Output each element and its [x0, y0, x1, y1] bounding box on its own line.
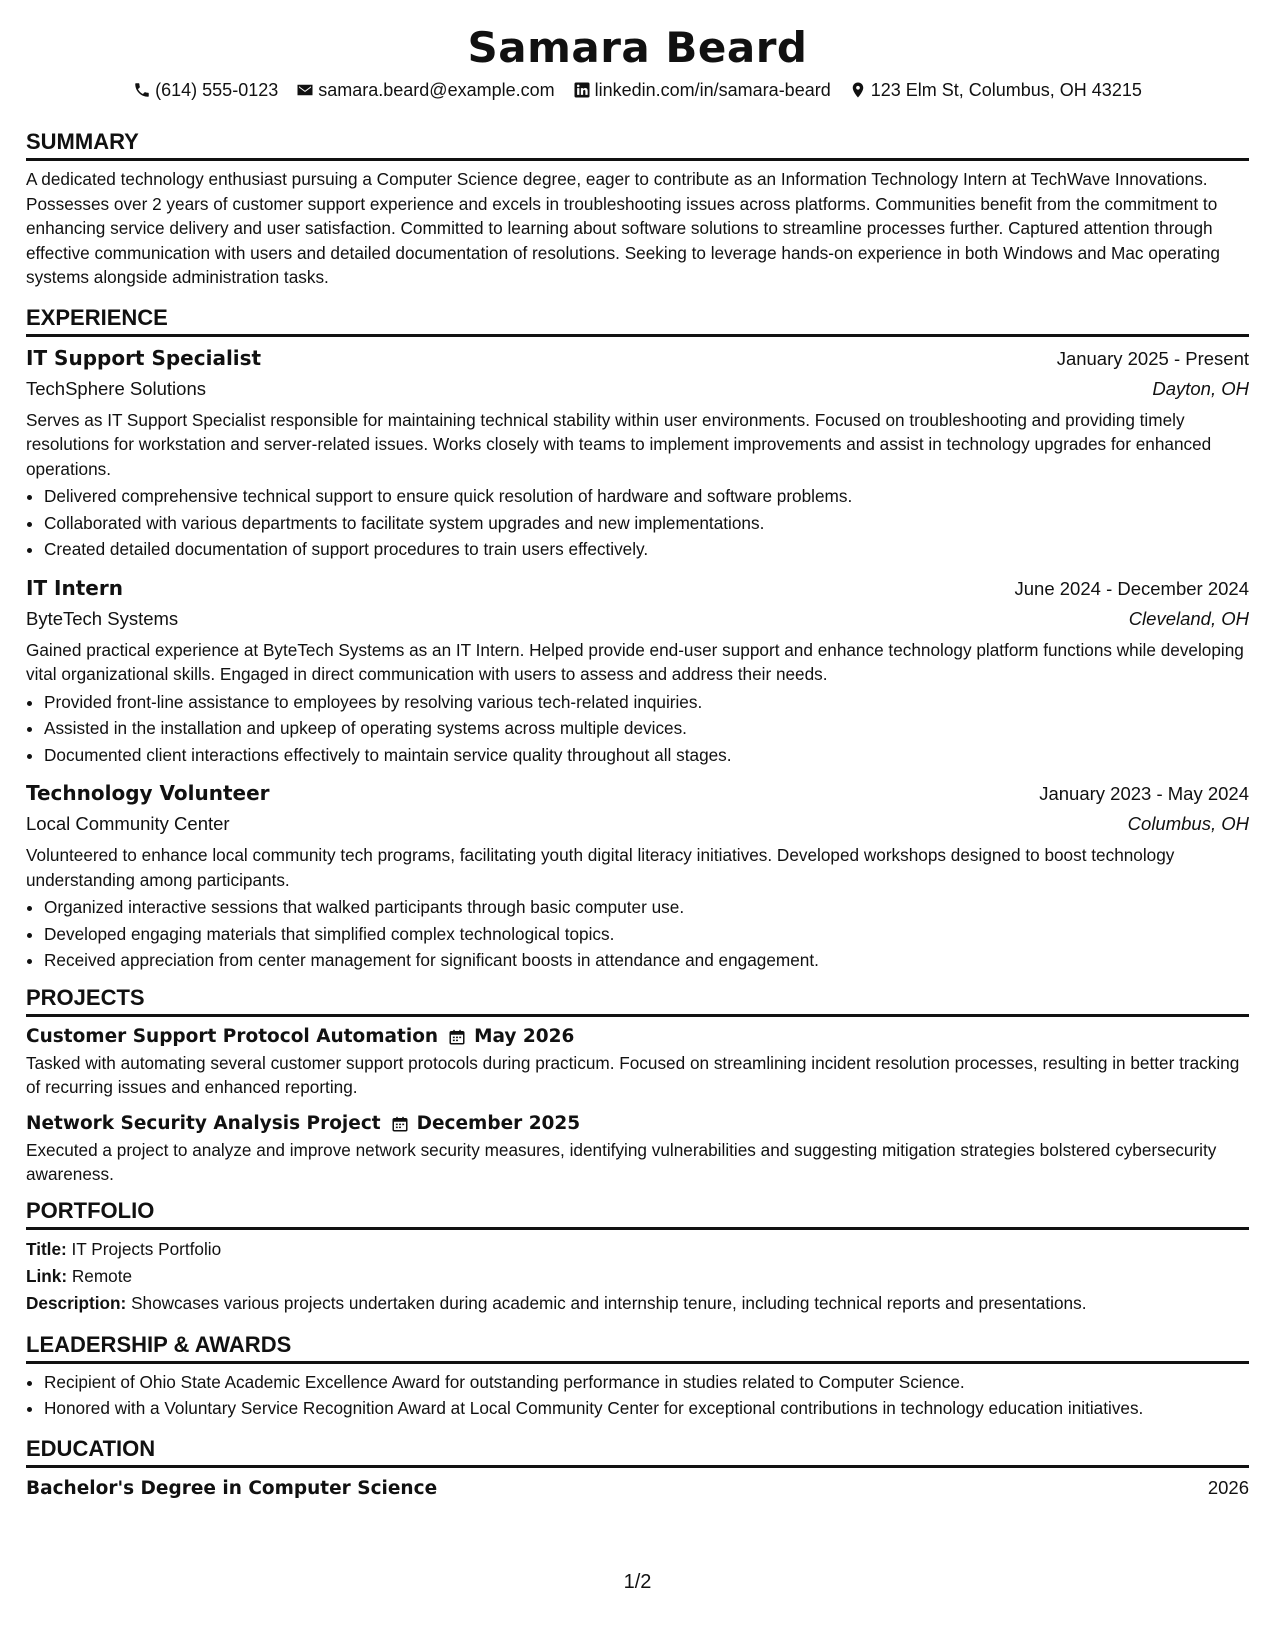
list-item: • Provided front-line assistance to employees by resolving various tech-related inquiries.: [44, 689, 1249, 716]
project-description: Tasked with automating several customer support protocols during practicum. Focused on streamlining incident resolution processes, resulting in better tracking of recurring issues and enhanced reporting.: [26, 1052, 1240, 1097]
project-name: Customer Support Protocol Automation: [26, 1025, 439, 1047]
phone-text: (614) 555-0123: [155, 80, 279, 100]
contact-address: [849, 78, 1142, 102]
list-item: • Recipient of Ohio State Academic Excellence Award for outstanding performance in studies related to Computer Science.: [44, 1370, 1249, 1395]
section-title-projects: PROJECTS: [26, 984, 1249, 1017]
job-entry: [26, 343, 1249, 563]
education-section: [26, 1435, 1249, 1503]
list-item: • Collaborated with various departments to facilitate system upgrades and new implementations.: [44, 510, 1249, 537]
job-bullets: [26, 894, 1249, 974]
job-description: Serves as IT Support Specialist responsible for maintaining technical stability within user environments. Focused on troubleshooting and providing timely resolutions for workstation and server-related issues. Works closely with teams to implement improvements and assist in technology upgrades for enhanced operations.: [26, 409, 1212, 479]
resume-page: [26, 22, 1249, 1503]
education-entry: [26, 1474, 1249, 1503]
job-dates: January 2023 - May 2024: [1039, 783, 1249, 804]
job-entry: [26, 573, 1249, 769]
list-item: • Received appreciation from center management for significant boosts in attendance and engagement.: [44, 947, 1249, 974]
linkedin-icon: [573, 81, 591, 99]
section-title-summary: SUMMARY: [26, 128, 1249, 161]
job-company: Local Community Center: [26, 813, 230, 834]
portfolio-title-line: [26, 1236, 1249, 1263]
envelope-icon: [296, 81, 314, 99]
portfolio-link-line: [26, 1263, 1249, 1290]
section-title-education: EDUCATION: [26, 1435, 1249, 1468]
education-degree: Bachelor's Degree in Computer Science: [26, 1477, 438, 1499]
candidate-name: Samara Beard: [467, 23, 808, 72]
linkedin-text[interactable]: linkedin.com/in/samara-beard: [594, 80, 831, 100]
job-dates: January 2025 - Present: [1056, 347, 1249, 369]
leadership-bullets: [26, 1370, 1249, 1421]
summary-text: A dedicated technology enthusiast pursuing a Computer Science degree, eager to contribute as an Information Technology Intern at TechWave Innovations. Possesses over 2 years of customer support experience and excels in troubleshooting issues across platforms. Communities benefit from the commitment to enhancing service delivery and user satisfaction. Committed to learning about software solutions to streamline processes further. Captured attention through effective communication with users and detailed documentation of resolutions. Seeking to leverage hands-on experience in both Windows and Mac operating systems alongside administration tasks.: [26, 169, 1220, 287]
project-description: Executed a project to analyze and improve network security measures, identifying vulnerabilities and suggesting mitigation strategies bolstered cybersecurity awareness.: [26, 1139, 1217, 1184]
summary-section: [26, 128, 1249, 290]
project-name: Network Security Analysis Project: [26, 1112, 381, 1134]
list-item: • Developed engaging materials that simplified complex technological topics.: [44, 921, 1249, 948]
job-description: Gained practical experience at ByteTech Systems as an IT Intern. Helped provide end-user support and enhance technology platform functions while developing vital organizational skills. Engaged in direct communication with users to assess and address their needs.: [26, 639, 1244, 684]
portfolio-description-line: [26, 1290, 1249, 1317]
contact-email[interactable]: [296, 78, 554, 102]
project-entry: [26, 1110, 1249, 1187]
job-company: ByteTech Systems: [26, 607, 179, 629]
experience-section: [26, 304, 1249, 974]
section-title-leadership: LEADERSHIP & AWARDS: [26, 1331, 1249, 1364]
project-entry: [26, 1023, 1249, 1100]
section-title-experience: EXPERIENCE: [26, 304, 1249, 337]
contact-linkedin[interactable]: [573, 78, 831, 102]
list-item: • Created detailed documentation of support procedures to train users effectively.: [44, 536, 1249, 563]
job-location: Cleveland, OH: [1128, 607, 1249, 629]
calendar-icon: [448, 1028, 466, 1046]
portfolio-title-label: Title:: [26, 1238, 67, 1259]
job-company: TechSphere Solutions: [26, 377, 206, 399]
list-item: • Assisted in the installation and upkeep of operating systems across multiple devices.: [44, 715, 1249, 742]
job-location: Dayton, OH: [1152, 377, 1249, 399]
list-item: • Delivered comprehensive technical support to ensure quick resolution of hardware and software problems.: [44, 483, 1249, 510]
list-item: • Organized interactive sessions that walked participants through basic computer use.: [44, 894, 1249, 921]
portfolio-link-value[interactable]: Remote: [71, 1265, 133, 1286]
calendar-icon: [391, 1115, 409, 1133]
section-title-portfolio: PORTFOLIO: [26, 1197, 1249, 1230]
phone-icon: [133, 81, 151, 99]
portfolio-description-label: Description:: [26, 1292, 127, 1313]
leadership-section: [26, 1331, 1249, 1421]
project-date: May 2026: [474, 1025, 575, 1047]
job-description: Volunteered to enhance local community tech programs, facilitating youth digital literacy initiatives. Developed workshops designed to boost technology understanding among participants.: [26, 845, 1175, 890]
page-number: 1/2: [623, 1571, 652, 1593]
job-bullets: [26, 689, 1249, 769]
address-text: 123 Elm St, Columbus, OH 43215: [870, 80, 1142, 100]
job-title: IT Intern: [26, 575, 123, 600]
job-location: Columbus, OH: [1127, 813, 1249, 834]
portfolio-description-value: Showcases various projects undertaken during academic and internship tenure, including technical reports and presentations.: [131, 1292, 1087, 1313]
contact-bar: [26, 78, 1249, 102]
projects-section: [26, 984, 1249, 1187]
job-title: IT Support Specialist: [26, 345, 262, 370]
education-year: 2026: [1207, 1476, 1249, 1498]
portfolio-title-value: IT Projects Portfolio: [71, 1238, 222, 1259]
portfolio-link-label: Link:: [26, 1265, 68, 1286]
job-entry: [26, 778, 1249, 974]
email-text[interactable]: samara.beard@example.com: [318, 80, 555, 100]
map-pin-icon: [849, 81, 867, 99]
job-bullets: [26, 483, 1249, 563]
job-title: Technology Volunteer: [26, 781, 270, 805]
list-item: • Honored with a Voluntary Service Recognition Award at Local Community Center for exceptional contributions in technology education initiatives.: [44, 1396, 1249, 1421]
list-item: • Documented client interactions effectively to maintain service quality throughout all stages.: [44, 742, 1249, 769]
portfolio-section: [26, 1197, 1249, 1317]
contact-phone: [133, 78, 278, 102]
job-dates: June 2024 - December 2024: [1014, 577, 1249, 599]
project-date: December 2025: [416, 1112, 581, 1134]
